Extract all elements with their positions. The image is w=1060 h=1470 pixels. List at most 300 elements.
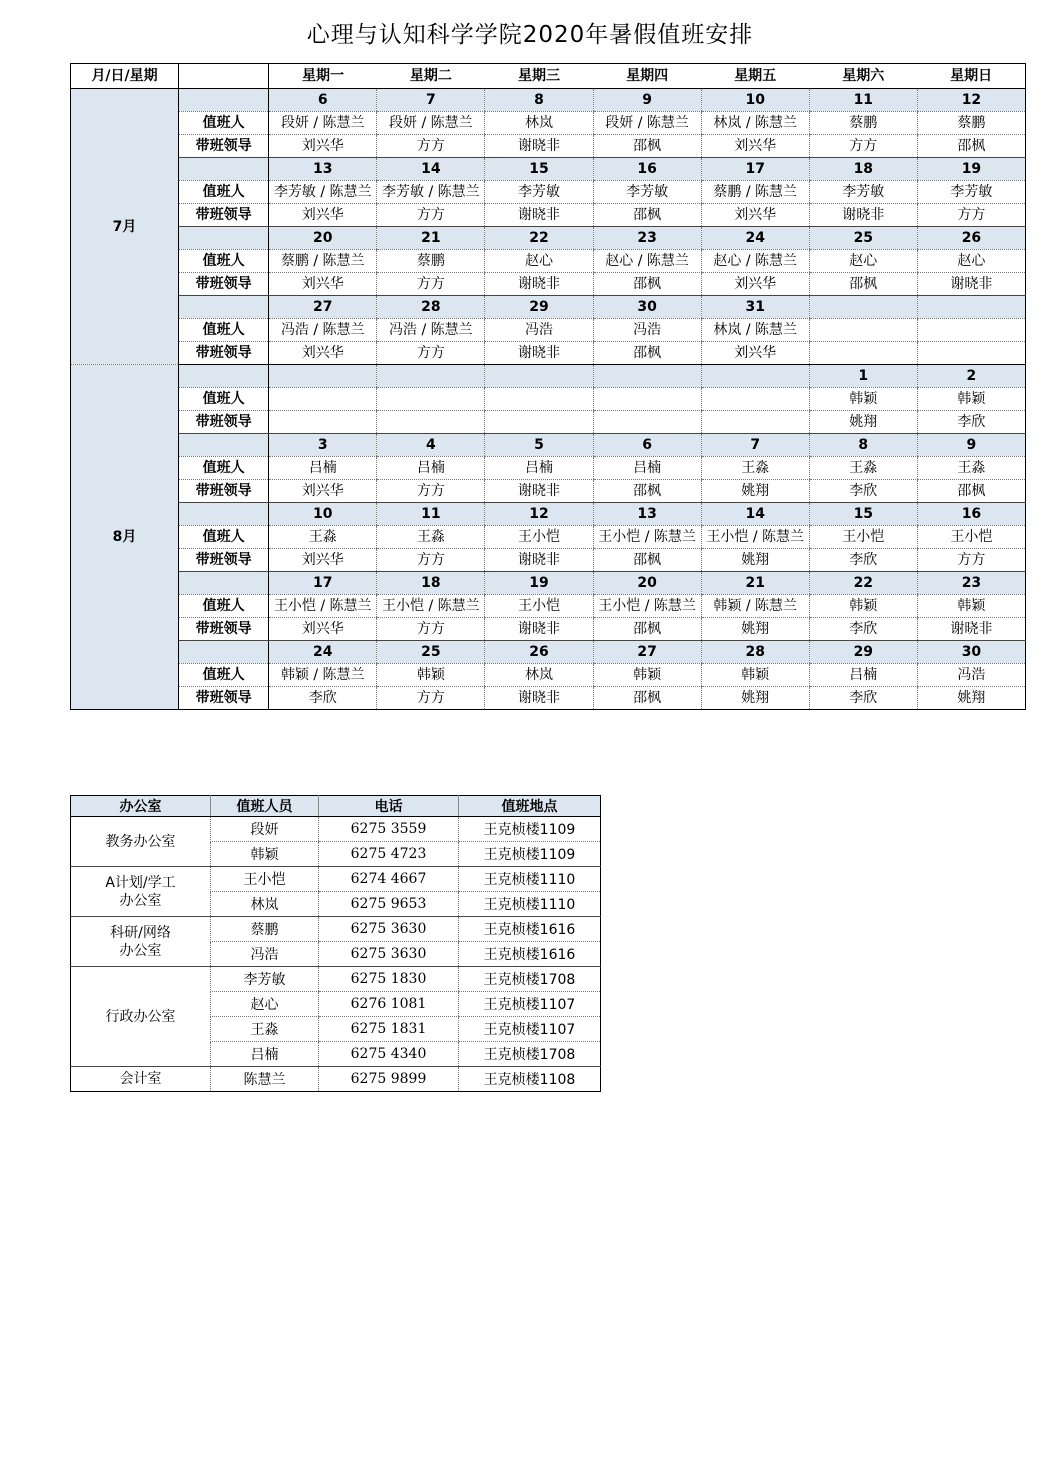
leader-cell: 谢晓非 [917, 273, 1025, 296]
duty-person-cell: 赵心 / 陈慧兰 [593, 250, 701, 273]
duty-row [71, 181, 1026, 204]
staff-name: 吕楠 [211, 1042, 319, 1067]
duty-label: 值班人 [179, 457, 269, 480]
date-row [71, 365, 1026, 388]
leader-cell: 刘兴华 [701, 342, 809, 365]
staff-name: 李芳敏 [211, 967, 319, 992]
date-cell: 28 [701, 641, 809, 664]
office-name: 行政办公室 [71, 967, 211, 1067]
leader-row [71, 687, 1026, 710]
date-cell: 10 [701, 89, 809, 112]
row-label-empty [179, 572, 269, 595]
duty-row [71, 319, 1026, 342]
date-cell [593, 365, 701, 388]
duty-person-cell: 李芳敏 [485, 181, 593, 204]
date-cell: 8 [485, 89, 593, 112]
office-staff-row [71, 917, 601, 942]
staff-phone: 6275 3630 [319, 942, 459, 967]
leader-cell [593, 411, 701, 434]
weekday-header: 星期日 [917, 64, 1025, 89]
staff-name: 赵心 [211, 992, 319, 1017]
leader-cell [377, 411, 485, 434]
leader-label: 带班领导 [179, 411, 269, 434]
date-row [71, 158, 1026, 181]
date-cell: 16 [593, 158, 701, 181]
date-cell: 29 [809, 641, 917, 664]
date-cell: 6 [593, 434, 701, 457]
date-cell: 29 [485, 296, 593, 319]
row-label-empty [179, 296, 269, 319]
weekday-header: 星期二 [377, 64, 485, 89]
row-label-empty [179, 365, 269, 388]
date-cell: 23 [593, 227, 701, 250]
leader-cell: 刘兴华 [269, 135, 377, 158]
leader-cell [485, 411, 593, 434]
staff-location: 王克桢楼1708 [459, 1042, 601, 1067]
staff-name: 王淼 [211, 1017, 319, 1042]
date-cell: 14 [701, 503, 809, 526]
date-cell: 21 [701, 572, 809, 595]
staff-phone: 6275 4340 [319, 1042, 459, 1067]
leader-label: 带班领导 [179, 549, 269, 572]
duty-person-cell: 李芳敏 / 陈慧兰 [377, 181, 485, 204]
duty-person-cell: 吕楠 [269, 457, 377, 480]
leader-cell: 邵枫 [917, 480, 1025, 503]
duty-person-cell [701, 388, 809, 411]
phone-header: 电话 [319, 796, 459, 817]
date-cell: 30 [917, 641, 1025, 664]
duty-label: 值班人 [179, 250, 269, 273]
month-label: 7月 [71, 89, 179, 365]
duty-row [71, 388, 1026, 411]
leader-cell: 邵枫 [593, 342, 701, 365]
date-cell: 10 [269, 503, 377, 526]
duty-person-cell: 李芳敏 [593, 181, 701, 204]
date-row [71, 434, 1026, 457]
leader-cell: 方方 [377, 204, 485, 227]
weekday-header: 星期三 [485, 64, 593, 89]
date-cell: 4 [377, 434, 485, 457]
duty-person-cell: 王小恺 / 陈慧兰 [377, 595, 485, 618]
leader-cell: 刘兴华 [701, 273, 809, 296]
staff-location: 王克桢楼1616 [459, 942, 601, 967]
duty-label: 值班人 [179, 664, 269, 687]
leader-cell: 刘兴华 [701, 204, 809, 227]
date-cell: 11 [377, 503, 485, 526]
leader-cell: 刘兴华 [269, 342, 377, 365]
staff-location: 王克桢楼1107 [459, 1017, 601, 1042]
duty-person-cell: 韩颖 / 陈慧兰 [701, 595, 809, 618]
weekday-header: 星期一 [269, 64, 377, 89]
staff-phone: 6276 1081 [319, 992, 459, 1017]
date-cell [377, 365, 485, 388]
date-cell: 17 [701, 158, 809, 181]
duty-person-cell: 韩颖 [809, 388, 917, 411]
date-cell: 24 [269, 641, 377, 664]
duty-person-cell: 冯浩 [593, 319, 701, 342]
staff-name: 陈慧兰 [211, 1067, 319, 1092]
duty-person-cell: 王小恺 / 陈慧兰 [269, 595, 377, 618]
leader-row [71, 273, 1026, 296]
office-name: A计划/学工 办公室 [71, 867, 211, 917]
duty-row [71, 250, 1026, 273]
date-cell: 20 [593, 572, 701, 595]
duty-person-cell [809, 319, 917, 342]
date-cell: 20 [269, 227, 377, 250]
duty-person-cell: 蔡鹏 / 陈慧兰 [269, 250, 377, 273]
date-cell: 7 [701, 434, 809, 457]
staff-phone: 6275 3559 [319, 817, 459, 842]
duty-person-cell: 吕楠 [809, 664, 917, 687]
staff-location: 王克桢楼1107 [459, 992, 601, 1017]
leader-cell: 方方 [377, 480, 485, 503]
date-cell: 9 [917, 434, 1025, 457]
leader-cell: 刘兴华 [269, 480, 377, 503]
duty-person-cell: 冯浩 [485, 319, 593, 342]
date-cell: 3 [269, 434, 377, 457]
duty-person-cell: 王小恺 [485, 595, 593, 618]
date-cell: 7 [377, 89, 485, 112]
date-cell: 13 [593, 503, 701, 526]
leader-cell: 谢晓非 [485, 342, 593, 365]
duty-person-cell: 王淼 [377, 526, 485, 549]
duty-person-cell: 王小恺 [809, 526, 917, 549]
staff-phone: 6275 9653 [319, 892, 459, 917]
leader-cell: 邵枫 [593, 687, 701, 710]
leader-cell: 谢晓非 [485, 618, 593, 641]
duty-label: 值班人 [179, 526, 269, 549]
leader-cell: 方方 [377, 618, 485, 641]
duty-person-cell: 赵心 [809, 250, 917, 273]
leader-cell: 李欣 [809, 549, 917, 572]
date-cell: 27 [269, 296, 377, 319]
date-cell: 19 [917, 158, 1025, 181]
leader-cell: 姚翔 [917, 687, 1025, 710]
duty-label: 值班人 [179, 112, 269, 135]
leader-cell: 刘兴华 [701, 135, 809, 158]
date-cell [269, 365, 377, 388]
staff-name: 冯浩 [211, 942, 319, 967]
leader-cell: 刘兴华 [269, 549, 377, 572]
duty-label: 值班人 [179, 319, 269, 342]
leader-cell: 谢晓非 [485, 273, 593, 296]
staff-phone: 6275 1831 [319, 1017, 459, 1042]
leader-cell: 邵枫 [593, 204, 701, 227]
date-cell: 6 [269, 89, 377, 112]
leader-cell: 姚翔 [809, 411, 917, 434]
duty-person-cell: 吕楠 [485, 457, 593, 480]
staff-location: 王克桢楼1109 [459, 842, 601, 867]
duty-person-cell: 赵心 [485, 250, 593, 273]
row-label-empty [179, 434, 269, 457]
location-header: 值班地点 [459, 796, 601, 817]
date-cell: 15 [809, 503, 917, 526]
date-cell [917, 296, 1025, 319]
leader-cell: 方方 [377, 342, 485, 365]
leader-cell [917, 342, 1025, 365]
leader-cell: 方方 [917, 549, 1025, 572]
leader-cell: 方方 [377, 135, 485, 158]
leader-cell: 邵枫 [593, 273, 701, 296]
office-header: 办公室 [71, 796, 211, 817]
leader-label: 带班领导 [179, 480, 269, 503]
office-header-row [71, 796, 601, 817]
duty-person-cell: 段妍 / 陈慧兰 [269, 112, 377, 135]
weekday-header: 星期四 [593, 64, 701, 89]
duty-person-cell: 林岚 [485, 112, 593, 135]
date-cell: 25 [377, 641, 485, 664]
date-cell: 26 [917, 227, 1025, 250]
staff-name: 林岚 [211, 892, 319, 917]
duty-person-cell: 王小恺 / 陈慧兰 [593, 526, 701, 549]
duty-row [71, 457, 1026, 480]
duty-person-cell: 段妍 / 陈慧兰 [377, 112, 485, 135]
date-cell: 19 [485, 572, 593, 595]
leader-cell: 姚翔 [701, 480, 809, 503]
leader-cell: 刘兴华 [269, 618, 377, 641]
date-cell: 26 [485, 641, 593, 664]
duty-person-cell: 韩颖 [377, 664, 485, 687]
leader-cell: 邵枫 [593, 618, 701, 641]
row-label-empty [179, 89, 269, 112]
duty-schedule-table [70, 63, 1026, 710]
staff-location: 王克桢楼1110 [459, 892, 601, 917]
leader-cell: 李欣 [917, 411, 1025, 434]
leader-cell: 谢晓非 [485, 135, 593, 158]
office-name: 科研/网络 办公室 [71, 917, 211, 967]
date-cell: 9 [593, 89, 701, 112]
leader-cell: 李欣 [269, 687, 377, 710]
staff-location: 王克桢楼1708 [459, 967, 601, 992]
month-label: 8月 [71, 365, 179, 710]
leader-cell: 邵枫 [917, 135, 1025, 158]
duty-person-cell [485, 388, 593, 411]
leader-label: 带班领导 [179, 618, 269, 641]
leader-cell: 邵枫 [593, 480, 701, 503]
duty-person-cell: 李芳敏 / 陈慧兰 [269, 181, 377, 204]
staff-header: 值班人员 [211, 796, 319, 817]
row-label-empty [179, 503, 269, 526]
date-cell [485, 365, 593, 388]
staff-phone: 6275 3630 [319, 917, 459, 942]
date-row [71, 227, 1026, 250]
leader-row [71, 342, 1026, 365]
leader-cell: 邵枫 [809, 273, 917, 296]
duty-person-cell: 王小恺 [485, 526, 593, 549]
duty-row [71, 664, 1026, 687]
duty-person-cell: 韩颖 [701, 664, 809, 687]
duty-person-cell: 李芳敏 [809, 181, 917, 204]
duty-person-cell [269, 388, 377, 411]
duty-row [71, 526, 1026, 549]
staff-location: 王克桢楼1108 [459, 1067, 601, 1092]
duty-person-cell: 蔡鹏 [809, 112, 917, 135]
duty-person-cell: 吕楠 [593, 457, 701, 480]
date-cell: 30 [593, 296, 701, 319]
date-cell: 17 [269, 572, 377, 595]
weekday-header: 星期五 [701, 64, 809, 89]
office-staff-row [71, 867, 601, 892]
date-cell: 21 [377, 227, 485, 250]
duty-row [71, 112, 1026, 135]
date-cell: 11 [809, 89, 917, 112]
label-header [179, 64, 269, 89]
duty-person-cell: 韩颖 [917, 595, 1025, 618]
leader-cell: 方方 [917, 204, 1025, 227]
duty-person-cell: 韩颖 [917, 388, 1025, 411]
duty-person-cell: 冯浩 [917, 664, 1025, 687]
date-cell: 14 [377, 158, 485, 181]
staff-phone: 6274 4667 [319, 867, 459, 892]
leader-cell: 谢晓非 [485, 687, 593, 710]
duty-person-cell: 王小恺 / 陈慧兰 [701, 526, 809, 549]
leader-cell [269, 411, 377, 434]
duty-person-cell: 冯浩 / 陈慧兰 [377, 319, 485, 342]
leader-cell: 邵枫 [593, 549, 701, 572]
date-cell: 23 [917, 572, 1025, 595]
leader-row [71, 135, 1026, 158]
weekday-header: 星期六 [809, 64, 917, 89]
date-row [71, 572, 1026, 595]
duty-person-cell [377, 388, 485, 411]
date-row [71, 89, 1026, 112]
staff-name: 蔡鹏 [211, 917, 319, 942]
duty-person-cell: 王小恺 [917, 526, 1025, 549]
leader-cell: 谢晓非 [485, 480, 593, 503]
duty-person-cell: 林岚 / 陈慧兰 [701, 319, 809, 342]
office-name: 教务办公室 [71, 817, 211, 867]
leader-cell: 谢晓非 [485, 204, 593, 227]
duty-label: 值班人 [179, 181, 269, 204]
duty-person-cell: 韩颖 [593, 664, 701, 687]
duty-person-cell: 韩颖 [809, 595, 917, 618]
staff-phone: 6275 9899 [319, 1067, 459, 1092]
leader-label: 带班领导 [179, 687, 269, 710]
duty-person-cell: 蔡鹏 / 陈慧兰 [701, 181, 809, 204]
leader-row [71, 549, 1026, 572]
date-cell: 16 [917, 503, 1025, 526]
duty-person-cell: 韩颖 / 陈慧兰 [269, 664, 377, 687]
leader-cell: 李欣 [809, 618, 917, 641]
leader-cell: 姚翔 [701, 687, 809, 710]
date-cell: 12 [917, 89, 1025, 112]
date-cell: 12 [485, 503, 593, 526]
duty-person-cell: 赵心 [917, 250, 1025, 273]
leader-label: 带班领导 [179, 135, 269, 158]
leader-cell: 刘兴华 [269, 273, 377, 296]
leader-cell: 方方 [377, 273, 485, 296]
leader-cell: 姚翔 [701, 549, 809, 572]
date-cell: 22 [809, 572, 917, 595]
duty-person-cell: 王淼 [701, 457, 809, 480]
office-name: 会计室 [119, 1071, 162, 1087]
date-cell: 27 [593, 641, 701, 664]
office-contact-table [70, 795, 601, 1092]
duty-person-cell: 王淼 [917, 457, 1025, 480]
duty-person-cell: 李芳敏 [917, 181, 1025, 204]
date-cell: 24 [701, 227, 809, 250]
date-cell [809, 296, 917, 319]
duty-person-cell: 林岚 / 陈慧兰 [701, 112, 809, 135]
schedule-header-row [71, 64, 1026, 89]
duty-person-cell: 林岚 [485, 664, 593, 687]
leader-cell: 方方 [809, 135, 917, 158]
date-cell: 1 [809, 365, 917, 388]
leader-cell: 刘兴华 [269, 204, 377, 227]
leader-row [71, 204, 1026, 227]
row-label-empty [179, 227, 269, 250]
date-cell: 25 [809, 227, 917, 250]
duty-person-cell: 段妍 / 陈慧兰 [593, 112, 701, 135]
date-cell: 15 [485, 158, 593, 181]
duty-person-cell: 王淼 [809, 457, 917, 480]
staff-phone: 6275 1830 [319, 967, 459, 992]
leader-cell: 姚翔 [701, 618, 809, 641]
leader-label: 带班领导 [179, 342, 269, 365]
leader-cell: 谢晓非 [485, 549, 593, 572]
date-row [71, 503, 1026, 526]
office-staff-row [71, 817, 601, 842]
leader-cell: 李欣 [809, 687, 917, 710]
leader-cell [809, 342, 917, 365]
leader-cell: 李欣 [809, 480, 917, 503]
duty-person-cell: 王淼 [269, 526, 377, 549]
duty-person-cell: 冯浩 / 陈慧兰 [269, 319, 377, 342]
duty-person-cell: 蔡鹏 [917, 112, 1025, 135]
staff-location: 王克桢楼1110 [459, 867, 601, 892]
date-cell: 2 [917, 365, 1025, 388]
staff-name: 王小恺 [211, 867, 319, 892]
date-cell: 13 [269, 158, 377, 181]
date-cell: 18 [377, 572, 485, 595]
date-row [71, 296, 1026, 319]
page-title: 心理与认知科学学院2020年暑假值班安排 [306, 22, 754, 48]
date-cell: 31 [701, 296, 809, 319]
staff-phone: 6275 4723 [319, 842, 459, 867]
duty-person-cell: 赵心 / 陈慧兰 [701, 250, 809, 273]
leader-cell: 方方 [377, 549, 485, 572]
office-staff-row [71, 1067, 601, 1092]
duty-person-cell [917, 319, 1025, 342]
leader-row [71, 618, 1026, 641]
staff-location: 王克桢楼1616 [459, 917, 601, 942]
date-cell: 22 [485, 227, 593, 250]
staff-name: 段妍 [211, 817, 319, 842]
leader-row [71, 411, 1026, 434]
leader-label: 带班领导 [179, 204, 269, 227]
date-cell: 8 [809, 434, 917, 457]
staff-location: 王克桢楼1109 [459, 817, 601, 842]
duty-person-cell: 吕楠 [377, 457, 485, 480]
staff-name: 韩颖 [211, 842, 319, 867]
duty-person-cell: 王小恺 / 陈慧兰 [593, 595, 701, 618]
duty-person-cell: 蔡鹏 [377, 250, 485, 273]
leader-row [71, 480, 1026, 503]
row-label-empty [179, 158, 269, 181]
duty-label: 值班人 [179, 388, 269, 411]
row-label-empty [179, 641, 269, 664]
leader-label: 带班领导 [179, 273, 269, 296]
leader-cell [701, 411, 809, 434]
date-row [71, 641, 1026, 664]
office-staff-row [71, 967, 601, 992]
duty-row [71, 595, 1026, 618]
date-cell [701, 365, 809, 388]
corner-header: 月/日/星期 [71, 64, 179, 89]
leader-cell: 谢晓非 [809, 204, 917, 227]
date-cell: 5 [485, 434, 593, 457]
duty-person-cell [593, 388, 701, 411]
